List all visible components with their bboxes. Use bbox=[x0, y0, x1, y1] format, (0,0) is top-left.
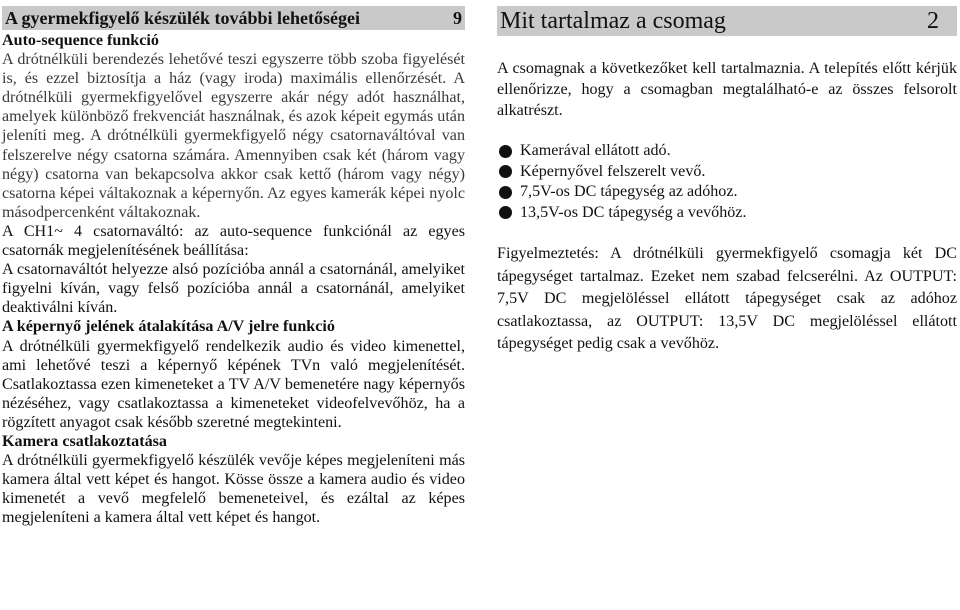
list-item-label: Képernyővel felszerelt vevő. bbox=[520, 162, 706, 180]
package-intro: A csomagnak a következőket kell tartalmaznia. A telepítés előtt kérjük ellenőrizze, hogy a csomagban megtalálható-e az összes felsorolt alkatrészt. bbox=[497, 60, 957, 119]
left-page bbox=[2, 6, 465, 527]
list-item-label: 7,5V-os DC tápegység az adóhoz. bbox=[520, 183, 738, 200]
auto-sequence-paragraph: A drótnélküli berendezés lehetővé teszi egyszerre több szoba figyelését is, és ezzel biztosítja a ház (vagy iroda) maximális ellenőrzését. A drótnélküli gyermekfigyelővel egyszerre akár négy adót használhat, amelyek különböző frekvenciát használnak, és azok képeit egymás után jeleníti meg. A drótnélküli gyermekfigyelő négy csatornaváltóval van felszerelve négy csatorna számára. Amennyiben csak két (három vagy négy) csatorna van bekapcsolva akkor csak kettő (három vagy négy) csatorna képei váltakoznak a képernyőn. Az egyes kamerák képei nyolc másodpercenként váltakoznak. bbox=[2, 51, 465, 221]
list-item bbox=[497, 203, 957, 224]
right-page-number: 2 bbox=[927, 7, 939, 34]
av-output-paragraph: A drótnélküli gyermekfigyelő rendelkezik audio és video kimenettel, ami lehetővé teszi a képernyő képének TVn való megjelenítését. Csatlakoztassa ezen kimeneteket a TV A/V bemenetére nagy képernyős nézéséhez, vagy csatlakoztassa a kimeneteket videofelvevőhöz, ha a rögzített anyagot csak később szeretné megtekinteni. bbox=[2, 337, 465, 431]
left-page-header bbox=[2, 6, 465, 30]
list-item-label: Kamerával ellátott adó. bbox=[520, 142, 671, 159]
channel-switch-paragraph: A CH1~ 4 csatornaváltó: az auto-sequence funkciónál az egyes csatornák megjelenítésének beállítása: bbox=[2, 222, 465, 260]
list-item bbox=[497, 141, 957, 162]
bullet-icon bbox=[499, 206, 512, 219]
package-contents-list bbox=[497, 141, 957, 223]
section-heading-av-output: A képernyő jelének átalakítása A/V jelre funkció bbox=[2, 318, 335, 336]
section-heading-camera-connection: Kamera csatlakoztatása bbox=[2, 432, 167, 450]
right-page-header bbox=[497, 6, 957, 36]
right-page bbox=[497, 6, 957, 356]
power-supply-warning: Figyelmeztetés: A drótnélküli gyermekfigyelő csomagja két DC tápegységet tartalmaz. Ezeket nem szabad felcserélni. Az OUTPUT: 7,5V DC megjelöléssel ellátott tápegységet csak az adóhoz csatlakoztassa, az OUTPUT: 13,5V DC megjelöléssel ellátott tápegységet pedig csak a vevőhöz. bbox=[497, 245, 957, 352]
left-page-number: 9 bbox=[453, 7, 462, 28]
bullet-icon bbox=[499, 186, 512, 199]
section-heading-auto-sequence: Auto-sequence funkció bbox=[2, 32, 159, 49]
bullet-icon bbox=[499, 165, 512, 178]
left-page-title: A gyermekfigyelő készülék további lehetőségei bbox=[5, 7, 360, 28]
channel-switch-instructions: A csatornaváltót helyezze alsó pozícióba annál a csatornánál, amelyiket figyelni kíván, vagy felső pozícióba annál a csatornánál, amelyiket deaktiválni kíván. bbox=[2, 261, 465, 317]
list-item-label: 13,5V-os DC tápegység a vevőhöz. bbox=[520, 203, 747, 221]
right-page-title: Mit tartalmaz a csomag bbox=[500, 7, 726, 34]
camera-connection-paragraph: A drótnélküli gyermekfigyelő készülék vevője képes megjeleníteni más kamera által vett képet és hangot. Kösse össze a kamera audio és video kimenetét a vevő megfelelő bemeneteivel, és ezáltal az képes megjeleníteni a kamera által vett képet és hangot. bbox=[2, 452, 465, 527]
bullet-icon bbox=[499, 145, 512, 158]
list-item bbox=[497, 182, 957, 203]
list-item bbox=[497, 162, 957, 183]
